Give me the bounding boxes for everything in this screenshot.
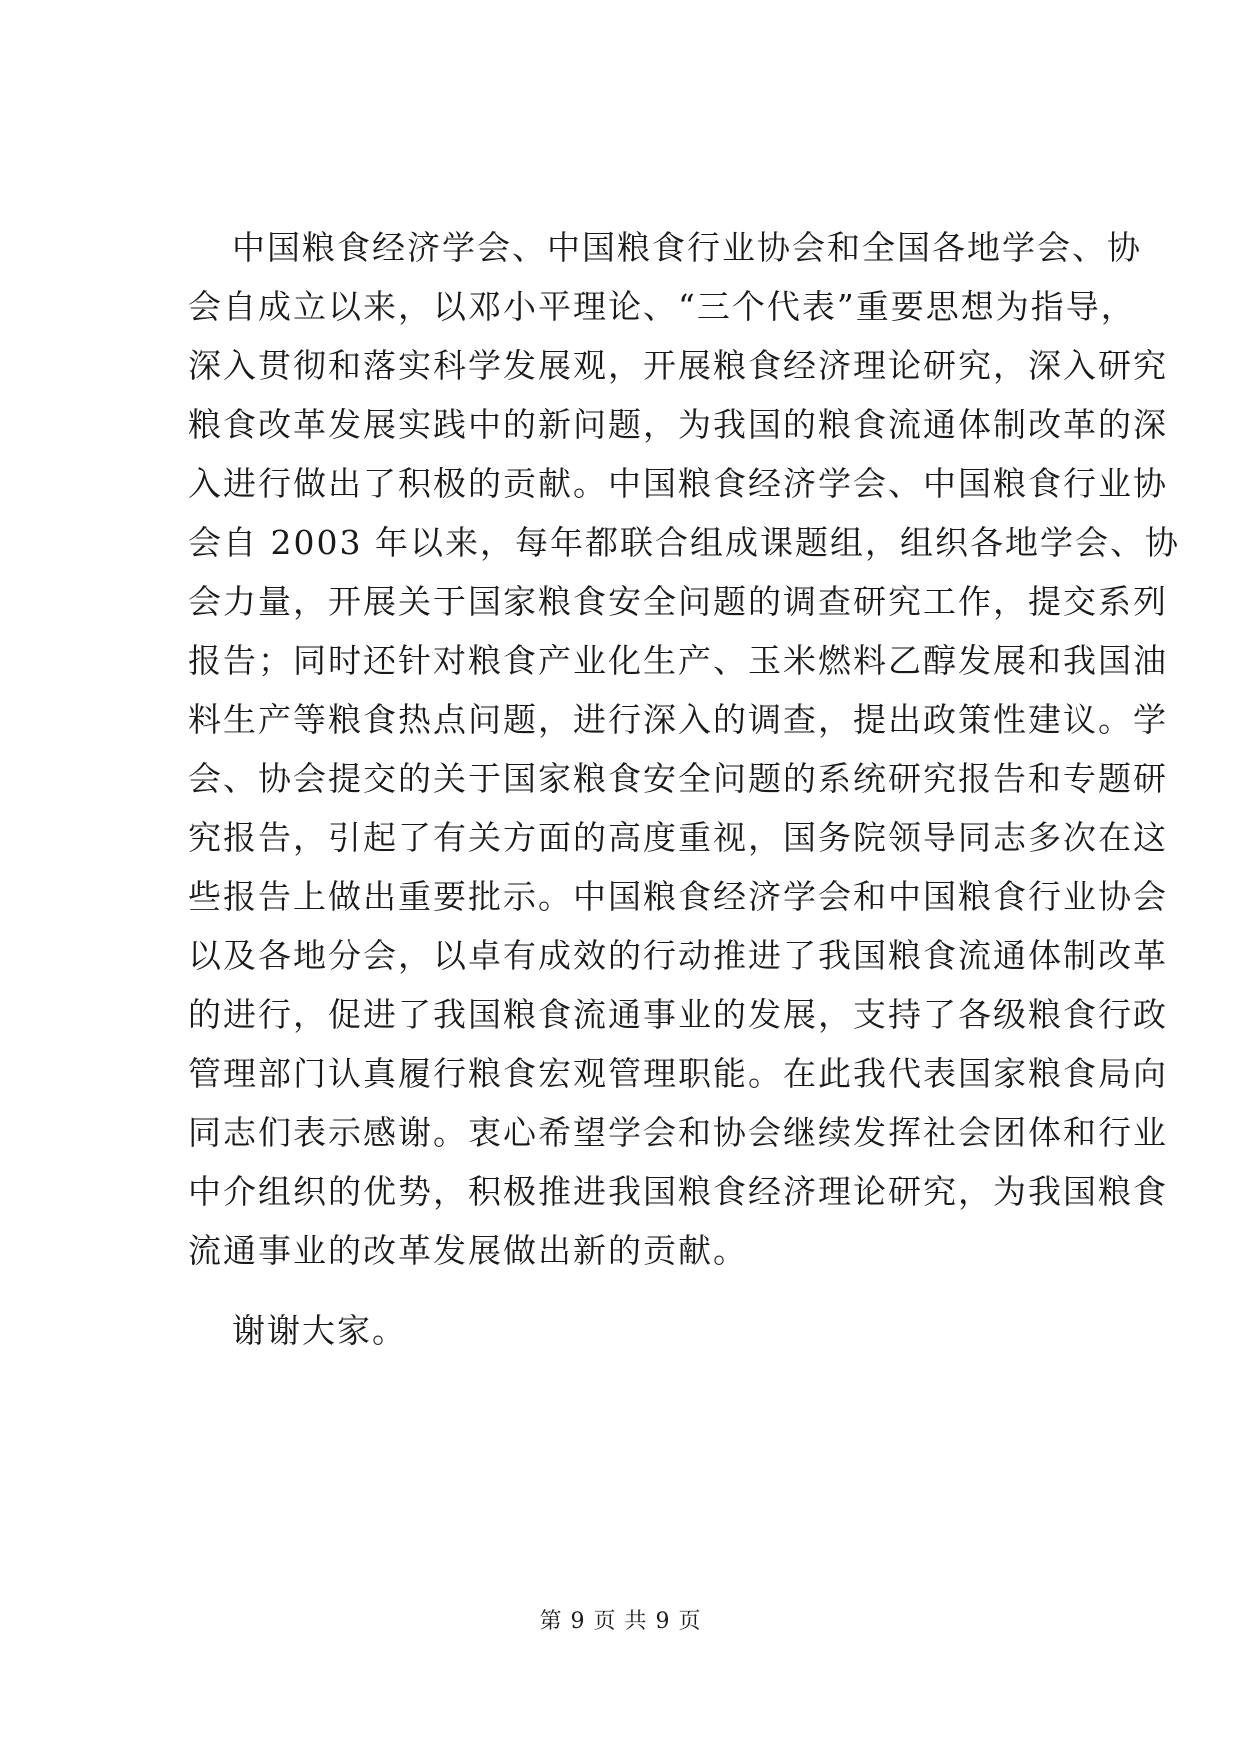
text-line: 中介组织的优势，积极推进我国粮食经济理论研究，为我国粮食 xyxy=(188,1172,1168,1211)
text-line: 流通事业的改革发展做出新的贡献。 xyxy=(188,1231,748,1270)
text-line: 同志们表示感谢。衷心希望学会和协会继续发挥社会团体和行业 xyxy=(188,1113,1168,1152)
text-line: 的进行，促进了我国粮食流通事业的发展，支持了各级粮食行政 xyxy=(188,995,1168,1034)
text-line: 中国粮食经济学会、中国粮食行业协会和全国各地学会、协 xyxy=(232,228,1142,267)
text-line: 会自 2003 年以来，每年都联合组成课题组，组织各地学会、协 xyxy=(188,523,1180,562)
closing-remark: 谢谢大家。 xyxy=(232,1311,407,1350)
document-body xyxy=(188,218,1180,1360)
text-line: 料生产等粮食热点问题，进行深入的调查，提出政策性建议。学 xyxy=(188,700,1168,739)
paragraph xyxy=(188,218,1180,1280)
text-line: 报告；同时还针对粮食产业化生产、玉米燃料乙醇发展和我国油 xyxy=(188,641,1168,680)
text-line: 入进行做出了积极的贡献。中国粮食经济学会、中国粮食行业协 xyxy=(188,464,1168,503)
page-number: 第 9 页 共 9 页 xyxy=(539,1609,702,1634)
page-footer xyxy=(0,1604,1241,1635)
text-line: 究报告，引起了有关方面的高度重视，国务院领导同志多次在这 xyxy=(188,818,1168,857)
text-line: 管理部门认真履行粮食宏观管理职能。在此我代表国家粮食局向 xyxy=(188,1054,1168,1093)
text-line: 会、协会提交的关于国家粮食安全问题的系统研究报告和专题研 xyxy=(188,759,1168,798)
text-line: 些报告上做出重要批示。中国粮食经济学会和中国粮食行业协会 xyxy=(188,877,1168,916)
text-line: 以及各地分会，以卓有成效的行动推进了我国粮食流通体制改革 xyxy=(188,936,1168,975)
text-line: 会力量，开展关于国家粮食安全问题的调查研究工作，提交系列 xyxy=(188,582,1168,621)
text-line: 会自成立以来，以邓小平理论、“三个代表”重要思想为指导， xyxy=(188,287,1136,326)
text-line: 粮食改革发展实践中的新问题，为我国的粮食流通体制改革的深 xyxy=(188,405,1168,444)
text-line: 深入贯彻和落实科学发展观，开展粮食经济理论研究，深入研究 xyxy=(188,346,1168,385)
